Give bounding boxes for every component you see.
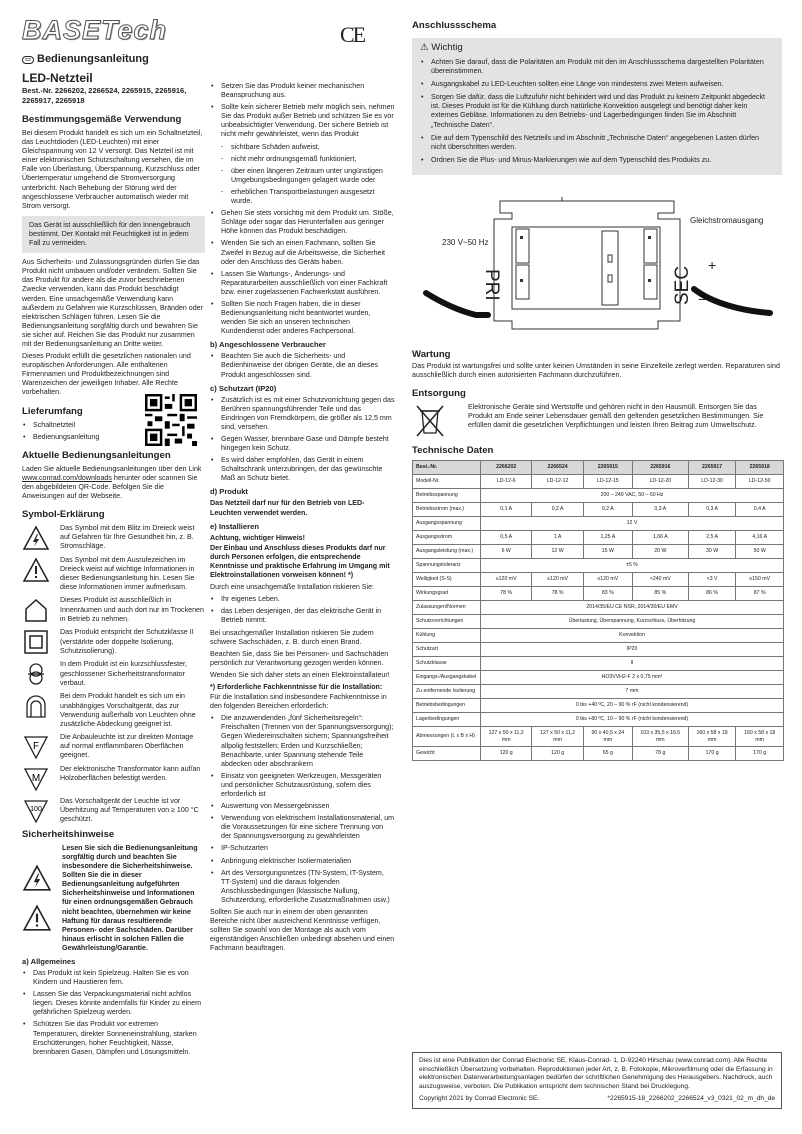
table-row <box>413 475 784 489</box>
table-cell: 6 W <box>481 545 532 559</box>
table-row <box>413 489 784 503</box>
table-cell: 90 x 40,5 x 24 mm <box>583 727 632 747</box>
table-cell: 0,3 A <box>688 503 736 517</box>
allgemeines-list-cont2 <box>210 209 395 336</box>
list-item: • Es wird daher empfohlen, das Gerät in einem Schaltschrank unterzubringen, der das gewünschte Maß an Schutz bietet. <box>210 456 395 483</box>
text-sicherheit-zulassung: Aus Sicherheits- und Zulassungsgründen dürfen Sie das Produkt nicht umbauen und/oder verändern. Sollten Sie das Produkt für andere als die zuvor beschriebenen Zwecke verwenden, kann das Produkt beschädigt werden. Eine unsachgemäße Verwendung kann außerdem zu Gefahren wie Kurzschlüssen, Bränden oder elektrischen Schlägen führen. Lesen Sie die Bedienungsanleitung sorgfältig durch und bewahren Sie sie sicher auf. Reichen Sie das Produkt nur zusammen mit der Bedienungsanleitung an Dritte weiter. <box>22 258 203 348</box>
qr-code[interactable] <box>145 394 197 446</box>
table-cell: 0,3 A <box>632 503 688 517</box>
heading-verbraucher: b) Angeschlossene Verbraucher <box>210 340 326 350</box>
list-item: • das Leben desjenigen, der das elektrische Gerät in Betrieb nimmt. <box>210 607 395 625</box>
table-row <box>413 587 784 601</box>
ce-mark: CE <box>340 22 365 47</box>
symbol-row: Das Symbol mit dem Blitz im Dreieck weist auf Gefahren für Ihre Gesundheit hin, z. B. Stromschläge. <box>22 524 205 552</box>
list-item: • Setzen Sie das Produkt keiner mechanischen Beanspruchung aus. <box>210 82 395 100</box>
list-item: • Schützen Sie das Produkt vor extremen Temperaturen, direkter Sonneneinstrahlung, starken Erschütterungen, hoher Feuchtigkeit, Nässe, brennbaren Gasen, Dämpfen und Lösungsmitteln. <box>22 1020 205 1056</box>
table-row <box>413 643 784 657</box>
book-icon: ▭ <box>22 56 34 64</box>
table-header-cell: 2266202 <box>481 461 532 475</box>
table-header-cell: 2265918 <box>736 461 784 475</box>
table-cell: 83 % <box>583 587 632 601</box>
table-row <box>413 657 784 671</box>
svg-text:100: 100 <box>30 805 42 813</box>
table-row <box>413 713 784 727</box>
tech-data-table <box>412 460 784 761</box>
sec-label: SEC <box>672 265 693 305</box>
list-item: • Ihr eigenes Leben. <box>210 595 395 604</box>
publisher-footer <box>412 1052 782 1109</box>
table-row <box>413 517 784 531</box>
manual-title: ▭ Bedienungsanleitung <box>22 52 205 66</box>
product-title: LED-Netzteil <box>22 71 93 85</box>
symbol-row: M Der elektronische Transformator kann auf/an Holzoberflächen befestigt werden. <box>22 765 205 793</box>
table-row <box>413 545 784 559</box>
footer-text: Dies ist eine Publikation der Conrad Electronic SE, Klaus-Conrad- 1, D-92240 Hirschau (www.conrad.com). Alle Rechte einschließlich Übersetzung vorbehalten. Reproduktionen jeder Art, z. B. Fotokopie, Mikroverfilmung oder die Erfassung in elektronischen Datenverarbeitungsanlagen bedürfen der schriftlichen Genehmigung des Herausgebers. Nachdruck, auch auszugsweise, verboten. Die Publikation entspricht dem technischen Stand bei Drucklegung. <box>419 1057 773 1090</box>
row-label: Betriebsspannung <box>413 489 481 503</box>
table-cell: 78 % <box>532 587 583 601</box>
list-item: • Ausgangskabel zu LED-Leuchten sollten eine Länge von mindestens zwei Metern aufweisen. <box>420 80 774 89</box>
plus-label: + <box>708 256 717 273</box>
list-item: • Sorgen Sie dafür, dass die Luftzufuhr nicht behindert wird und das Produkt zu keinem Zeitpunkt abgedeckt ist. Dieses Produkt ist für die Kühlung durch natürliche Konvektion ausgelegt und benötigt daher kein externes Gebläse. Informationen zu den Betriebs- und Lagerbedingungen finden Sie im Abschnitt „Technische Daten“. <box>420 93 774 129</box>
heading-schutzart: c) Schutzart (IP20) <box>210 383 277 393</box>
list-item: • Einsatz von geeigneten Werkzeugen, Messgeräten und persönlicher Schutzausrüstung, sofern dies erforderlich ist <box>210 772 395 799</box>
table-cell: LD-12-50 <box>736 475 784 489</box>
heading-symbol-erklaerung: Symbol-Erklärung <box>22 509 105 521</box>
independent-ballast-icon <box>22 692 50 720</box>
svg-text:M: M <box>31 772 41 784</box>
heading-wartung: Wartung <box>412 348 451 360</box>
list-item: • Die anzuwendenden „fünf Sicherheitsregeln“: Freischalten (Trennen von der Spannungsversorgung); Gegen Wiedereinschalten sichern; Spannungsfreiheit allpolig feststellen; Erden und Kurzschließen; Benachbarte, unter Spannung stehende Teile abdecken oder abschrankern <box>210 714 395 769</box>
table-cell: 170 g <box>688 747 736 761</box>
list-item: - über einen längeren Zeitraum unter ungünstigen Umgebungsbedingungen gelagert wurde oder <box>220 167 395 185</box>
table-cell: 0,2 A <box>532 503 583 517</box>
table-cell: 87 % <box>736 587 784 601</box>
row-label: Kühlung <box>413 629 481 643</box>
table-row <box>413 531 784 545</box>
list-item: - sichtbare Schäden aufweist, <box>220 143 395 152</box>
table-cell: 127 x 50 x 11,2 mm <box>481 727 532 747</box>
table-cell: 65 g <box>583 747 632 761</box>
heading-anschlussschema: Anschlussschema <box>412 20 497 31</box>
table-header-row <box>413 461 784 475</box>
table-row <box>413 559 784 573</box>
requirements-list <box>210 714 395 905</box>
table-header-cell: 2265916 <box>632 461 688 475</box>
symbol-row: 100 Das Vorschaltgerät der Leuchte ist vor Überhitzung auf Temperaturen von ≥ 100 °C geschützt. <box>22 797 205 825</box>
table-row <box>413 615 784 629</box>
row-label: Welligkeit (S-S) <box>413 573 481 587</box>
list-item: • Lassen Sie das Verpackungsmaterial nicht achtlos liegen. Dieses könnte andernfalls für Kinder zu einem gefährlichen Spielzeug werden. <box>22 990 205 1017</box>
table-header-cell: 2266524 <box>532 461 583 475</box>
table-cell: IP20 <box>481 643 784 657</box>
exclamation-warning-icon <box>22 556 50 584</box>
table-cell: 85 % <box>632 587 688 601</box>
table-cell: <240 mV <box>632 573 688 587</box>
table-cell: 50 W <box>736 545 784 559</box>
list-item: • Ordnen Sie die Plus- und Minus-Markierungen wie auf dem Typenschild des Produkts zu. <box>420 156 774 165</box>
table-cell: 127 x 50 x 11,2 mm <box>532 727 583 747</box>
f-mark-icon <box>22 733 50 761</box>
table-cell: LD-12-15 <box>583 475 632 489</box>
table-cell: 2014/35/EU CE NSR, 2014/30/EU EMV <box>481 601 784 615</box>
heading-aktuelle-anleitungen: Aktuelle Bedienungsanleitungen <box>22 449 171 461</box>
heading-installieren: e) Installieren <box>210 521 259 531</box>
table-cell: 0,4 A <box>736 503 784 517</box>
list-item: • Sollten Sie noch Fragen haben, die in dieser Bedienungsanleitung nicht beantwortet wurden, wenden Sie sich an unseren technischen Kundendienst oder anderes Fachpersonal. <box>210 300 395 336</box>
table-row <box>413 629 784 643</box>
crossed-bin-icon <box>412 403 448 439</box>
table-cell: 12 V <box>481 517 784 531</box>
row-label: Zu entfernende Isolierung <box>413 685 481 699</box>
important-box: ⚠ Wichtig • Achten Sie darauf, dass die Polaritäten am Produkt mit den im Anschlussschema dargestellten Polaritäten übereinstimmen. • Ausgangskabel zu LED-Leuchten sollten eine Länge von mindestens zwei Metern aufweisen. • Sorgen Sie dafür, dass die Luftzufuhr nicht behindert wird und das Produkt zu keinem Zeitpunkt abgedeckt ist. Dieses Produkt ist für die Kühlung durch natürliche Konvektion ausgelegt und benötigt daher kein externes Gebläse. Informationen zu den Betriebs- und Lagerbedingungen finden Sie im Abschnitt „Technische Daten“. • Die auf dem Typenschild des Netzteils und im Abschnitt „Technische Daten“ angegebenen Lasten dürfen nicht überschritten werden. • Ordnen Sie die Plus- und Minus-Markierungen wie auf dem Typenschild des Produkts zu. <box>412 38 782 175</box>
temperature-100-icon <box>22 797 50 825</box>
list-item: • Gehen Sie stets vorsichtig mit dem Produkt um. Stöße, Schläge oder sogar das Herunterfallen aus geringer Höhe können das Produkt beschädigen. <box>210 209 395 236</box>
table-cell: 12 W <box>532 545 583 559</box>
heading-lieferumfang: Lieferumfang <box>22 405 83 417</box>
list-item: • Wenden Sie sich an einen Fachmann, sollten Sie Zweifel in Bezug auf die Arbeitsweise, die Sicherheit oder den Anschluss des Geräts haben. <box>210 239 395 266</box>
table-cell: LD-12-6 <box>481 475 532 489</box>
list-item: • Art des Versorgungsnetzes (TN-System, IT-System, TT-System) und die daraus folgenden Anschlussbedingungen (klassische Nullung, Schutzerdung, erforderliche Zusatzmaßnahmen usw.) <box>210 869 395 905</box>
table-cell: ≤120 mV <box>583 573 632 587</box>
table-cell: 4,16 A <box>736 531 784 545</box>
list-item: • Zusätzlich ist es mit einer Schutzvorrichtung gegen das Berühren spannungsführender Teile und das Eindringen von Fremdkörpern, die größer als 12,5 mm sind, versehen. <box>210 396 395 432</box>
row-label: Modell-Nr. <box>413 475 481 489</box>
article-numbers: Best.-Nr. 2266202, 2266524, 2265915, 2265916, 2265917, 2265918 <box>22 86 187 105</box>
table-row <box>413 747 784 761</box>
table-cell: <3 V <box>688 573 736 587</box>
download-link[interactable]: www.conrad.com/downloads <box>22 473 112 482</box>
table-cell: 0,1 A <box>481 503 532 517</box>
table-cell: Überlastung, Überspannung, Kurzschluss, Überhitzung <box>481 615 784 629</box>
table-cell: 103 x 35,5 x 16,5 mm <box>632 727 688 747</box>
heading-bestimmung: Bestimmungsgemäße Verwendung <box>22 114 182 125</box>
table-row <box>413 727 784 747</box>
list-item: • Achten Sie darauf, dass die Polaritäten am Produkt mit den im Anschlussschema dargestellten Polaritäten übereinstimmen. <box>420 58 774 76</box>
table-cell: ≤120 mV <box>532 573 583 587</box>
row-label: Gewicht <box>413 747 481 761</box>
table-header-cell: Best.-Nr. <box>413 461 481 475</box>
lightning-warning-icon <box>22 864 52 892</box>
heading-entsorgung: Entsorgung <box>412 388 466 400</box>
note-innengebrauch: Das Gerät ist ausschließlich für den Innengebrauch bestimmt. Der Kontakt mit Feuchtigkeit ist in jedem Fall zu vermeiden. <box>22 216 205 253</box>
allgemeines-list <box>22 969 205 1057</box>
row-label: Betriebsstrom (max.) <box>413 503 481 517</box>
row-label: Ausgangsstrom <box>413 531 481 545</box>
symbol-row: In dem Produkt ist ein kurzschlussfester, geschlossener Sicherheitstransformator verbaut. <box>22 660 205 688</box>
allgemeines-list-cont <box>210 82 395 140</box>
lightning-warning-icon <box>22 524 50 552</box>
table-cell: 15 W <box>583 545 632 559</box>
exclamation-warning-icon: ⚠ <box>420 42 429 53</box>
table-row <box>413 671 784 685</box>
mm-mark-icon <box>22 765 50 793</box>
table-cell: 1 A <box>532 531 583 545</box>
protection-class-2-icon <box>22 628 50 656</box>
list-item: • Bedienungsanleitung <box>22 433 205 442</box>
list-item: • Auswertung von Messergebnissen <box>210 802 395 811</box>
row-label: Schutzvorrichtungen <box>413 615 481 629</box>
row-label: Zulassungen/Normen <box>413 601 481 615</box>
row-label: Schutzart <box>413 643 481 657</box>
row-label: Schutzklasse <box>413 657 481 671</box>
row-label: Abmessungen (L x B x H) <box>413 727 481 747</box>
output-label: Gleichstromausgang <box>690 215 764 225</box>
heading-technische-daten: Technische Daten <box>412 445 494 457</box>
text-bestimmung: Bei diesem Produkt handelt es sich um ein Schaltnetzteil, das Leuchtdioden (LED-Leuchten) mit einer Gleichspannung von 12 V versorgt. Das Netzteil ist mit einer elektronischen Schutzschaltung versehen, die im Falle von Überlastung, Überspannung, Kurzschluss oder Übertemperatur umgehend die Stromversorgung unterbricht. Nach Behebung der Störung wird der angeschlossene Verbraucher automatisch wieder mit Strom versorgt. <box>22 129 203 210</box>
copyright: Copyright 2021 by Conrad Electronic SE. <box>419 1095 540 1103</box>
row-label: Eingangs-/Ausgangskabel <box>413 671 481 685</box>
table-cell: 0,5 A <box>481 531 532 545</box>
table-cell: 78 % <box>481 587 532 601</box>
table-cell: 160 x 58 x 18 mm <box>736 727 784 747</box>
table-cell: ±5 % <box>481 559 784 573</box>
exclamation-warning-icon <box>22 904 52 932</box>
table-cell: 1,25 A <box>583 531 632 545</box>
text-wartung: Das Produkt ist wartungsfrei und sollte unter keinen Umständen in seine Einzelteile zerlegt werden. Reparaturen sind ausschließlich durch einen autorisierten Fachmann durchzuführen. <box>412 361 780 380</box>
table-row <box>413 699 784 713</box>
table-cell: ≤120 mV <box>481 573 532 587</box>
column-left <box>22 20 205 1060</box>
table-cell: HO3VVH2-F 2 x 0,75 mm² <box>481 671 784 685</box>
column-middle: • Setzen Sie das Produkt keiner mechanischen Beanspruchung aus. • Sollte kein sicherer Betrieb mehr möglich sein, nehmen Sie das Produkt außer Betrieb und schützen Sie es vor unbeabsichtigter Verwendung. Der sichere Betrieb ist nicht mehr gewährleistet, wenn das Produkt - sichtbare Schäden aufweist, - nicht mehr ordnungsgemäß funktioniert, - über einen längeren Zeitraum unter ungünstigen Umgebungsbedingungen gelagert wurde oder - erheblichen Transportbelastungen ausgesetzt wurde. • Gehen Sie stets vorsichtig mit dem Produkt um. Stöße, Schläge oder sogar das Herunterfallen aus geringer Höhe können das Produkt beschädigen. • Wenden Sie sich an einen Fachmann, sollten Sie Zweifel in Bezug auf die Arbeitsweise, die Sicherheit oder den Anschluss des Geräts haben. • Lassen Sie Wartungs-, Änderungs- und Reparaturarbeiten ausschließlich von einer Fachkraft bzw. einer zugelassenen Fachwerkstatt ausführen. • Sollten Sie noch Fragen haben, die in dieser Bedienungsanleitung nicht beantwortet wurden, wenden Sie sich an unseren technischen Kundendienst oder anderes Fachpersonal. b) Angeschlossene Verbraucher • Beachten Sie auch die Sicherheits- und Bedienhinweise der übrigen Geräte, die an dieses Produkt angeschlossen sind. c) Schutzart (IP20) • Zusätzlich ist es mit einer Schutzvorrichtung gegen das Berühren spannungsführender Teile und das Eindringen von Fremdkörpern, die größer als 12,5 mm sind, versehen. • Gegen Wasser, brennbare Gase und Dämpfe besteht hingegen kein Schutz. • Es wird daher empfohlen, das Gerät in einem Schaltschrank unterzubringen, der das gewünschte Maß an Schutz bietet. d) Produkt Das Netzteil darf nur für den Betrieb von LED-Leuchten verwendet werden. e) Installieren Achtung, wichtiger Hinweis! Der Einbau und Anschluss dieses Produkts darf nur durch Personen erfolgen, die entsprechende Kenntnisse und praktische Erfahrung im Umgang mit Elektroinstallationen vorweisen können! *) Durch eine unsachgemäße Installation riskieren Sie: • Ihr eigenes Leben. • das Leben desjenigen, der das elektrische Gerät in Betrieb nimmt. Bei unsachgemäßer Installation riskieren Sie zudem schwere Sachschäden, z. B. durch einen Brand. Beachten Sie, dass Sie bei Personen- und Sachschäden persönlich zur Verantwortung gezogen werden können. Wenden Sie sich daher stets an einen Elektroinstallateur! *) Erforderliche Fachkenntnisse für die Installation: Für die Installation sind insbesondere Fachkenntnisse in den folgenden Bereichen erforderlich: • Die anzuwendenden „fünf Sicherheitsregeln“: Freischalten (Trennen von der Spannungsversorgung); Gegen Wiedereinschalten sichern; Spannungsfreiheit allpolig feststellen; Erden und Kurzschließen; Benachbarte, unter Spannung stehende Teile abdecken oder abschrankern • Einsatz von geeigneten Werkzeugen, Messgeräten und persönlicher Schutzausrüstung, sofern dies erforderlich ist • Auswertung von Messergebnissen • Verwendung von elektrischem Installationsmaterial, um die Voraussetzungen für eine sichere Trennung von der Spannungsversorgung zu gewährleisten • IP-Schutzarten • Anbringung elektrischer Isoliermaterialien • Art des Versorgungsnetzes (TN-System, IT-System, TT-System) und die daraus folgenden Anschlussbedingungen (klassische Nullung, Schutzerdung, erforderliche Zusatzmaßnahmen usw.) Sollten Sie auch nur in einem der oben genannten Bereiche nicht über ausreichend Kenntnisse verfügen, sollten Sie sowohl von der Montage als auch vom eigenständigen Anschließen unbedingt absehen und einen Fachmann beauftragen. <box>210 82 395 957</box>
row-label: Spannungstoleranz <box>413 559 481 573</box>
table-cell: LD-12-30 <box>688 475 736 489</box>
list-item: • Schaltnetzteil <box>22 421 205 430</box>
table-cell: II <box>481 657 784 671</box>
symbol-row: Das Produkt entspricht der Schutzklasse II (verstärkte oder doppelte Isolierung, Schutzisolierung). <box>22 628 205 656</box>
svg-text:F: F <box>32 740 40 752</box>
table-header-cell: 2265917 <box>688 461 736 475</box>
list-item: - nicht mehr ordnungsgemäß funktioniert, <box>220 155 395 164</box>
important-list <box>420 58 774 165</box>
safety-warning-block: Lesen Sie sich die Bedienungsanleitung sorgfältig durch und beachten Sie insbesondere die Sicherheitshinweise. Sollten Sie die in dieser Bedienungsanleitung aufgeführten Sicherheitshinweise und Informationen für einen ordnungsgemäßen Gebrauch nicht beachten, übernehmen wir keine Haftung für daraus resultierende Personen- oder Sachschäden. Darüber hinaus erlischt in solchen Fällen die Gewährleistung/Garantie. <box>22 844 205 953</box>
table-cell: 78 g <box>632 747 688 761</box>
table-row <box>413 503 784 517</box>
table-row <box>413 601 784 615</box>
table-header-cell: 2265915 <box>583 461 632 475</box>
safety-transformer-icon <box>22 660 50 688</box>
symbol-row: F Die Anbauleuchte ist zur direkten Montage auf normal entflammbaren Oberflächen geeignet. <box>22 733 205 761</box>
table-cell: 0 bis +40 ºC, 20 – 90 % rF (nicht kondensierend) <box>481 699 784 713</box>
table-cell: 2,5 A <box>688 531 736 545</box>
row-label: Lagerbedingungen <box>413 713 481 727</box>
row-label: Ausgangsleistung (max.) <box>413 545 481 559</box>
row-label: Wirkungsgrad <box>413 587 481 601</box>
symbol-row: Bei dem Produkt handelt es sich um ein unabhängiges Vorschaltgerät, das zur Verwendung außerhalb von Leuchten ohne zusätzliche Abdeckung geeignet ist. <box>22 692 205 728</box>
pri-label: PRI <box>481 268 502 301</box>
table-row <box>413 685 784 699</box>
table-cell: LD-12-20 <box>632 475 688 489</box>
heading-sicherheitshinweise: Sicherheitshinweise <box>22 828 115 840</box>
table-cell: 0,2 A <box>583 503 632 517</box>
table-cell: 200 – 240 VAC, 50 – 60 Hz <box>481 489 784 503</box>
text-anforderungen: Dieses Produkt erfüllt die gesetzlichen nationalen und europäischen Anforderungen. Alle enthaltenen Firmennamen und Produktbezeichnungen sind Warenzeichen der jeweiligen Inhaber. Alle Rechte vorbehalten. <box>22 352 191 397</box>
table-cell: ≤150 mV <box>736 573 784 587</box>
table-cell: 120 g <box>532 747 583 761</box>
table-cell: 160 x 58 x 18 mm <box>688 727 736 747</box>
table-cell: 7 mm <box>481 685 784 699</box>
list-item: • Anbringung elektrischer Isoliermaterialien <box>210 857 395 866</box>
warning-title: Achtung, wichtiger Hinweis! <box>210 533 305 542</box>
input-label: 230 V~50 Hz <box>442 237 489 247</box>
warning-text: Der Einbau und Anschluss dieses Produkts darf nur durch Personen erfolgen, die entsprechende Kenntnisse und praktische Erfahrung im Umgang mit Elektroinstallationen vorweisen können! *) <box>210 543 390 580</box>
column-right <box>412 20 782 761</box>
table-cell: 30 W <box>688 545 736 559</box>
table-cell: 0 bis +80 ºC, 10 – 90 % rF (nicht kondensierend) <box>481 713 784 727</box>
basetech-logo: BASETech <box>22 15 168 45</box>
wiring-diagram <box>412 193 782 343</box>
damage-sublist <box>220 143 395 207</box>
list-item: • Lassen Sie Wartungs-, Änderungs- und Reparaturarbeiten ausschließlich von einer Fachkraft bzw. einer zugelassenen Fachwerkstatt ausführen. <box>210 270 395 297</box>
minus-label: − <box>698 290 707 307</box>
list-item: • Beachten Sie auch die Sicherheits- und Bedienhinweise der übrigen Geräte, die an dieses Produkt angeschlossen sind. <box>210 352 395 379</box>
symbol-row: Dieses Produkt ist ausschließlich in Innenräumen und auch dort nur im Trockenen in Betrieb zu nehmen. <box>22 596 205 624</box>
row-label: Betriebsbedingungen <box>413 699 481 713</box>
list-item: • IP-Schutzarten <box>210 844 395 853</box>
table-cell: 86 % <box>688 587 736 601</box>
text-produkt: Das Netzteil darf nur für den Betrieb von LED-Leuchten verwendet werden. <box>210 499 365 517</box>
symbol-row: Das Symbol mit dem Ausrufezeichen im Dreieck weist auf wichtige Informationen in dieser Bedienungsanleitung hin. Lesen Sie diese Informationen immer aufmerksam. <box>22 556 205 592</box>
print-code: *2265915-18_2266202_2266524_v3_0321_02_m_dh_de <box>607 1095 775 1103</box>
list-item: • Gegen Wasser, brennbare Gase und Dämpfe besteht hingegen kein Schutz. <box>210 435 395 453</box>
table-cell: 120 g <box>481 747 532 761</box>
list-item: • Sollte kein sicherer Betrieb mehr möglich sein, nehmen Sie das Produkt außer Betrieb und schützen Sie es vor unbeabsichtigter Verwendung. Der sichere Betrieb ist nicht mehr gewährleistet, wenn das Produkt <box>210 103 395 139</box>
list-item: • Das Produkt ist kein Spielzeug. Halten Sie es von Kindern und Haustieren fern. <box>22 969 205 987</box>
table-cell: 1,66 A <box>632 531 688 545</box>
text-aktuelle-anleitungen: Laden Sie aktuelle Bedienungsanleitungen über den Link www.conrad.com/downloads herunter oder scannen Sie den abgebildeten QR-Code. Befolgen Sie die Anweisungen auf der Webseite. <box>22 464 202 500</box>
list-item: • Die auf dem Typenschild des Netzteils und im Abschnitt „Technische Daten“ angegebenen Lasten dürfen nicht überschritten werden. <box>420 134 774 152</box>
heading-allgemeines: a) Allgemeines <box>22 956 76 966</box>
table-cell: 20 W <box>632 545 688 559</box>
heading-produkt: d) Produkt <box>210 487 248 497</box>
row-label: Ausgangsspannung <box>413 517 481 531</box>
table-cell: Konvektion <box>481 629 784 643</box>
text-entsorgung: Elektronische Geräte sind Wertstoffe und gehören nicht in den Hausmüll. Entsorgen Sie das Produkt am Ende seiner Lebensdauer gemäß den geltenden gesetzlichen Bestimmungen. Sie erfüllen damit die gesetzlichen Verpflichtungen und leisten Ihren Beitrag zum Umweltschutz. <box>468 403 764 430</box>
table-row <box>413 573 784 587</box>
list-item: • Verwendung von elektrischem Installationsmaterial, um die Voraussetzungen für eine sichere Trennung von der Spannungsversorgung zu gewährleisten <box>210 814 395 841</box>
list-item: - erheblichen Transportbelastungen ausgesetzt wurde. <box>220 188 395 206</box>
table-cell: 170 g <box>736 747 784 761</box>
table-cell: LD-12-12 <box>532 475 583 489</box>
indoor-house-icon <box>22 596 50 624</box>
